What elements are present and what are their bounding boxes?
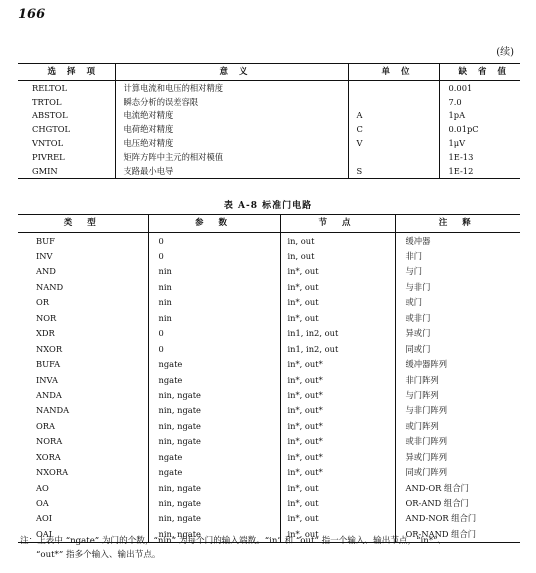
cell-params: nin, ngate (148, 480, 280, 495)
cell-type: AND (18, 264, 148, 279)
table-row (18, 418, 520, 433)
cell-default: 1E-12 (439, 164, 520, 178)
cell-type: OAI (18, 526, 148, 542)
cell-type: BUFA (18, 357, 148, 372)
cell-meaning: 计算电流和电压的相对精度 (115, 81, 348, 95)
cell-option: GMIN (18, 164, 115, 178)
cell-unit (348, 150, 439, 164)
cell-notes: 或非门 (405, 312, 431, 323)
table-row (18, 248, 520, 263)
footnote-line-1: 注：上表中 “ngate” 为门的个数，“nin” 为每个门的输入端数。“in” 和 “out” 指一个输入、输出节点，“in*”、 (20, 536, 447, 546)
cell-params: nin (148, 279, 280, 294)
table-row (18, 164, 520, 178)
cell-nodes: in*, out (280, 279, 395, 294)
cell-params: 0 (148, 248, 280, 263)
cell-option: VNTOL (18, 136, 115, 150)
cell-type: NANDA (18, 403, 148, 418)
table-row (18, 357, 520, 372)
cell-nodes: in*, out* (280, 465, 395, 480)
cell-notes: 与门 (405, 266, 423, 277)
table-row (18, 495, 520, 510)
table-row (18, 341, 520, 356)
page-number: 166 (18, 7, 46, 22)
cell-notes: 同或门阵列 (405, 467, 447, 478)
cell-notes: AND-OR 组合门 (405, 482, 469, 493)
gate-table (18, 214, 520, 543)
cell-type: ORA (18, 418, 148, 433)
cell-type: NXORA (18, 465, 148, 480)
cell-unit: C (348, 122, 439, 136)
cell-notes: 或门阵列 (405, 420, 439, 431)
table-row (18, 310, 520, 325)
table-row (18, 233, 520, 249)
cell-notes: AND-NOR 组合门 (405, 513, 477, 524)
header-nodes: 节 点 (280, 215, 395, 233)
table-row (18, 95, 520, 109)
cell-params: 0 (148, 326, 280, 341)
cell-type: AO (18, 480, 148, 495)
table-row (18, 403, 520, 418)
cell-params: nin, ngate (148, 495, 280, 510)
cell-nodes: in*, out (280, 480, 395, 495)
cell-params: nin (148, 310, 280, 325)
cell-option: CHGTOL (18, 122, 115, 136)
footnote (20, 534, 520, 562)
table-row (18, 264, 520, 279)
table-row (18, 480, 520, 495)
cell-default: 1μV (448, 137, 466, 148)
table-row (18, 511, 520, 526)
table-caption: 表 A-8 标准门电路 (223, 201, 313, 211)
cell-nodes: in*, out* (280, 387, 395, 402)
cell-notes: 非门 (405, 251, 423, 261)
cell-type: AOI (18, 511, 148, 526)
options-table (18, 63, 520, 179)
cell-option: TRTOL (18, 95, 115, 109)
table-row (18, 122, 520, 136)
cell-type: INVA (18, 372, 148, 387)
table-row (18, 465, 520, 480)
cell-notes: 异或门 (405, 328, 431, 339)
cell-option: PIVREL (18, 150, 115, 164)
cell-nodes: in1, in2, out (280, 341, 395, 356)
cell-type: NOR (18, 310, 148, 325)
cell-unit (348, 81, 439, 95)
cell-type: XDR (18, 326, 148, 341)
cell-params: nin, ngate (148, 526, 280, 542)
cell-nodes: in, out (280, 248, 395, 263)
table-row (18, 279, 520, 294)
cell-meaning: 瞬态分析的误差容限 (115, 95, 348, 109)
table-row (18, 109, 520, 123)
cell-nodes: in*, out* (280, 372, 395, 387)
cell-nodes: in1, in2, out (280, 326, 395, 341)
gate-table-header (18, 215, 520, 233)
cell-notes: 缓冲器阵列 (405, 359, 447, 370)
cell-meaning: 电荷绝对精度 (115, 122, 348, 136)
table-row (18, 326, 520, 341)
cell-params: nin, ngate (148, 403, 280, 418)
header-option: 选 择 项 (18, 64, 115, 81)
table-row (18, 434, 520, 449)
cell-params: ngate (148, 357, 280, 372)
cell-unit: A (348, 109, 439, 123)
cell-params: ngate (148, 465, 280, 480)
table-row (18, 295, 520, 310)
cell-default: 1E-13 (448, 151, 474, 162)
cell-params: 0 (148, 341, 280, 356)
cell-nodes: in*, out (280, 526, 395, 542)
cell-unit: V (348, 136, 439, 150)
cell-option: RELTOL (18, 81, 115, 95)
header-unit: 单 位 (348, 64, 439, 81)
cell-notes: 与非门 (405, 281, 431, 292)
cell-option: ABSTOL (18, 109, 115, 123)
cell-type: BUF (18, 233, 148, 249)
cell-unit: S (348, 164, 439, 178)
cell-params: nin, ngate (148, 434, 280, 449)
cell-nodes: in*, out* (280, 449, 395, 464)
cell-nodes: in*, out (280, 295, 395, 310)
cell-nodes: in*, out (280, 310, 395, 325)
cell-nodes: in*, out* (280, 403, 395, 418)
cell-notes: 与门阵列 (405, 389, 439, 400)
table-row (18, 449, 520, 464)
cell-notes: 非门阵列 (405, 374, 439, 385)
header-notes: 注 释 (395, 215, 520, 233)
cell-type: XORA (18, 449, 148, 464)
cell-notes: 同或门 (405, 343, 431, 354)
cell-params: nin, ngate (148, 511, 280, 526)
cell-params: nin (148, 295, 280, 310)
cell-type: NXOR (18, 341, 148, 356)
header-default: 缺 省 值 (439, 64, 520, 81)
cell-nodes: in*, out (280, 495, 395, 510)
cell-meaning: 电流绝对精度 (115, 109, 348, 123)
cell-default: 1pA (448, 110, 466, 121)
header-params: 参 数 (148, 215, 280, 233)
cell-default: 0.01pC (448, 124, 479, 135)
cell-notes: OR-NAND 组合门 (395, 526, 520, 542)
table-row (18, 150, 520, 164)
cell-notes: OR-AND 组合门 (405, 498, 469, 508)
cell-params: nin, ngate (148, 387, 280, 402)
table-row (18, 387, 520, 402)
cell-type: INV (18, 248, 148, 263)
cell-notes: 与非门阵列 (405, 405, 447, 416)
cell-notes: 或非门阵列 (405, 436, 447, 447)
cell-params: ngate (148, 449, 280, 464)
continued-label: (续) (496, 47, 514, 58)
header-meaning: 意 义 (115, 64, 348, 81)
cell-nodes: in*, out (280, 511, 395, 526)
cell-type: NORA (18, 434, 148, 449)
options-table-header (18, 64, 520, 81)
cell-notes: 缓冲器 (405, 235, 431, 246)
cell-notes: 异或门阵列 (405, 451, 447, 462)
cell-type: OA (18, 495, 148, 510)
cell-type: OR (18, 295, 148, 310)
cell-default: 0.001 (448, 82, 473, 93)
cell-type: ANDA (18, 387, 148, 402)
cell-meaning: 矩阵方阵中主元的相对模值 (115, 150, 348, 164)
cell-params: nin, ngate (148, 418, 280, 433)
cell-type: NAND (18, 279, 148, 294)
cell-default: 7.0 (448, 96, 462, 107)
table-row (18, 372, 520, 387)
cell-nodes: in*, out* (280, 418, 395, 433)
cell-params: 0 (148, 233, 280, 249)
cell-nodes: in*, out* (280, 434, 395, 449)
cell-unit (348, 95, 439, 109)
cell-params: ngate (148, 372, 280, 387)
cell-nodes: in*, out* (280, 357, 395, 372)
header-type: 类 型 (18, 215, 148, 233)
table-row (18, 136, 520, 150)
table-row (18, 81, 520, 95)
footnote-line-2: “out*” 指多个输入、输出节点。 (36, 550, 161, 560)
cell-params: nin (148, 264, 280, 279)
cell-meaning: 支路最小电导 (115, 164, 348, 178)
cell-nodes: in, out (280, 233, 395, 249)
cell-notes: 或门 (405, 297, 423, 308)
cell-meaning: 电压绝对精度 (115, 136, 348, 150)
cell-nodes: in*, out (280, 264, 395, 279)
